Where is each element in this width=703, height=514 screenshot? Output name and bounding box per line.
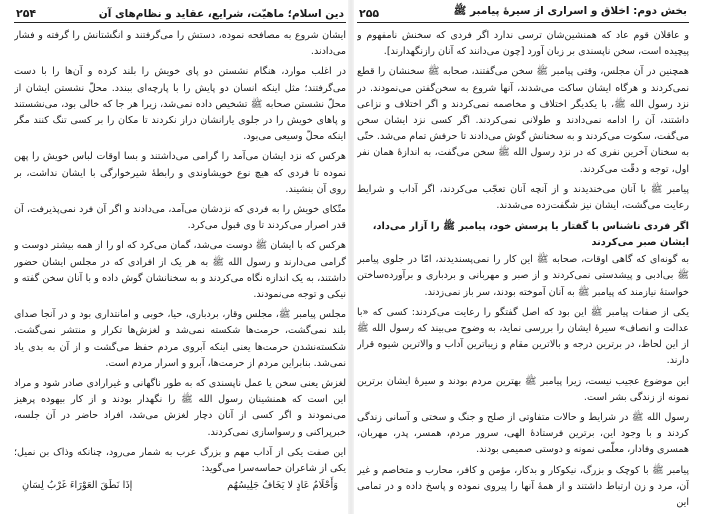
running-head: بخش دوم: اخلاق و اسراری از سیرهٔ پیامبر ﷺ	[453, 5, 687, 17]
paragraph: پیامبر ﷺ با آنان می‌خندیدند و از آنچه آنان تعجّب می‌کردند، اگر آداب و شرایط رعایت می‌گشت، ایشان نیز شگفت‌زده می‌شدند.	[357, 183, 689, 212]
paragraph: یکی از صفات پیامبر ﷺ این بود که اصل گفتگو را رعایت می‌کردند: کسی که «با عدالت و انصاف» سیرهٔ ایشان را بررسی نماید، به وضوح می‌بیند که رسول الله ﷺ از این لحاظ، در برترین درجه و بالاترین مقام و زیباترین آداب و والاترین شیوه قرار دارند.	[357, 306, 689, 367]
page-header	[14, 0, 346, 23]
paragraph: متّکای خویش را به فردی که نزدشان می‌آمد، می‌دادند و اگر آن فرد نمی‌پذیرفت، آن قدر اصرار می‌کردند تا وی قبول می‌کرد.	[14, 204, 346, 232]
paragraph: هرکس که با ایشان ﷺ دوست می‌شد، گمان می‌کرد که او را از همه بیشتر دوست و گرامی می‌دارند و رسول الله ﷺ به هر یک از افرادی که در مجلس ایشان حضور داشتند، به یک اندازه نگاه می‌کردند و به سخنانشان گوش داده و با آنان سخن گفته و نیکی و توجه می‌نمودند.	[14, 240, 346, 301]
paragraph: و عاقلان قوم عاد که همنشین‌شان ترسی ندارد اگر فردی که سخنش نامفهوم و پیچیده است، سخن ناپسندی بر زبان آورد [چون می‌دانند که آنان رازنگهدارند].	[357, 30, 689, 58]
paragraph: مجلس پیامبر ﷺ، مجلس وقار، بردباری، حیا، خوبی و امانتداری بود و در آنجا صدای بلند نمی‌گشت، حرمت‌ها شکسته نمی‌شد و لغزش‌ها تکرار و منتشر نمی‌گشت. شکسته‌نشدن حرمت‌ها یعنی اینکه آبروی مردم حفظ می‌گشت و از آن به بدی یاد نمی‌شد. بنابراین مردم از حرمت‌ها، آبرو و اسرار مردم است.	[14, 309, 346, 369]
book-gutter	[348, 0, 354, 514]
paragraph: در اغلب موارد، هنگام نشستن دو پای خویش را بلند کرده و آن‌ها را با دست می‌گرفتند؛ مثل اینکه انسان دو پایش را با پارچه‌ای ببندد. محلّ نشستن ایشان از محلّ نشستن صحابه ﷺ تشخیص داده نمی‌شد، زیرا هر جا که خالی بود، می‌نشستند و پاهای خویش را در جلوی یارانشان دراز نکردند تا مکان را بر کسی تنگ کنند مگر اینکه محلّ وسیعی می‌بود.	[14, 66, 346, 143]
verse-first-hemistich: وَأَحْلَامُ عَادٍ لا يَخَافُ جَلِيسُهُم	[227, 480, 338, 492]
paragraph: هرکس که نزد ایشان می‌آمد را گرامی می‌داشتند و بسا اوقات لباس خویش را پهن نموده تا فردی که هیچ نوع خویشاوندی و رابطهٔ شیرخوارگی با ایشان نداشت، بر روی آن بنشیند.	[14, 151, 346, 195]
page-body	[357, 28, 689, 511]
page-number: ۲۵۴	[16, 7, 37, 20]
page-body	[14, 28, 346, 494]
paragraph: این موضوع عجیب نیست، زیرا پیامبر ﷺ بهترین مردم بودند و سیرهٔ ایشان برترین نمونه از زندگی بشر است.	[357, 375, 689, 403]
page-header	[357, 0, 689, 23]
right-page	[357, 0, 689, 514]
paragraph: لغزش یعنی سخن یا عمل ناپسندی که به طور ناگهانی و غیرارادی صادر شود و مراد این است که همنشینان رسول الله ﷺ را نگهدار بودند و از کار بیهوده پرهیز می‌نمودند و اگر کسی از آنان دچار لغزش می‌شد، افراد حاضر در آن جلسه، خبرپراکنی و رسواسازی نمی‌کردند.	[14, 378, 346, 438]
paragraph: ایشان شروع به مصافحه نموده، دستش را می‌گرفتند و انگشتانش را گرفته و فشار می‌دادند.	[14, 30, 346, 58]
left-page	[14, 0, 346, 514]
verse-second-hemistich: إذَا نَطَقَ العَوْرَاءَ غَرْبُ لِسَانِ	[22, 480, 133, 492]
poem-verse	[14, 478, 346, 494]
section-heading: اگر فردی ناشناس با گفتار یا پرسش خود، پیامبر ﷺ را آزار می‌داد، ایشان صبر می‌کردند	[372, 221, 689, 249]
paragraph: پیامبر ﷺ با کوچک و بزرگ، نیکوکار و بدکار، مؤمن و کافر، محارب و متخاصم و غیر آن، مرد و زن ارتباط داشتند و از همهٔ آنها را پیروی نموده و پاسخ داده و در تمامی این	[357, 464, 689, 509]
page-number: ۲۵۵	[359, 7, 380, 20]
paragraph: به گونه‌ای که گاهی اوقات، صحابه ﷺ این کار را نمی‌پسندیدند، امّا در جلوی پیامبر ﷺ بی‌ادبی و پیشدستی نمی‌کردند و از صبر و مهربانی و بردباری و برآورده‌ساختن خواستهٔ نیازمند که پیامبر ﷺ به آنان آموخته بودند، سر باز نمی‌زدند.	[357, 254, 689, 298]
running-head: دین اسلام؛ ماهیّت، شرایع، عقاید و نظام‌های آن	[98, 8, 344, 20]
paragraph: رسول الله ﷺ در شرایط و حالات متفاوتی از صلح و جنگ و سختی و آسانی زندگی کردند و با وجود این، برترین فرستادهٔ الهی، سرور مردم، همسر، پدر، مهربان، همسری وفادار، معلّمی نمونه و دوستی صمیمی بودند.	[357, 412, 689, 456]
paragraph: این صفت یکی از آداب مهم و بزرگ عرب به شمار می‌رود، چنانکه وذاک بن نمیل؛ یکی از شاعران حماسه‌سرا می‌گوید:	[14, 446, 346, 475]
paragraph: همچنین در آن مجلس، وقتی پیامبر ﷺ سخن می‌گفتند، صحابه ﷺ سخنشان را قطع نمی‌کردند و هرگاه ایشان ساکت می‌شدند، آنها شروع به سخن‌گفتن می‌نمودند. در نزد رسول الله ﷺ، با یکدیگر اختلاف و مخاصمه نمی‌کردند و اگر اختلاف و نزاعی داشتند، آن را ادامه نمی‌دادند و طولانی نمی‌کردند. اگر کسی نزد ایشان سخن می‌گفت، سکوت می‌کردند و به سخنانش گوش می‌دادند تا حرفش تمام می‌شد. حتّی به سخنان آخرین نفری که در نزد رسول الله ﷺ سخن می‌گفت، به اندازهٔ همان نفر اول، توجه و دقّت می‌کردند.	[357, 66, 689, 175]
